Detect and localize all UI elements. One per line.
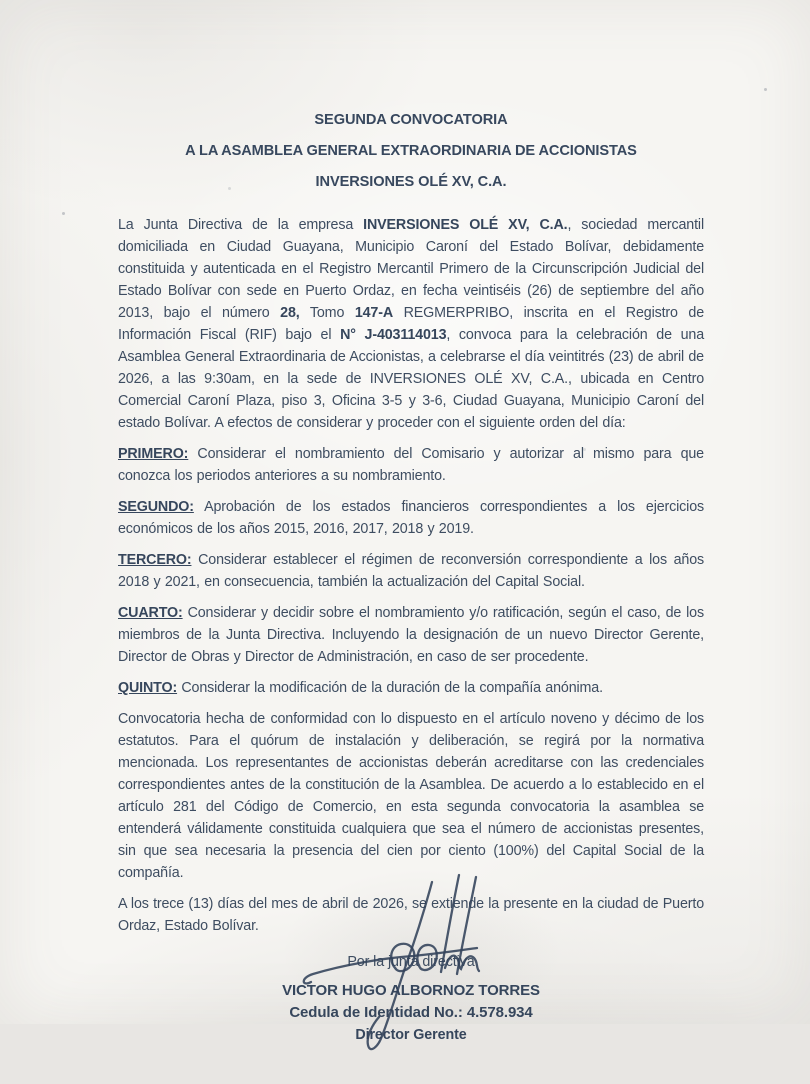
agenda-item-text: Considerar el nombramiento del Comisario y autorizar al mismo para que conozca los periodos anteriores a su nombramiento. [118, 446, 704, 484]
agenda-item-quinto [118, 677, 704, 699]
document-title-line1: SEGUNDA CONVOCATORIA [314, 112, 508, 128]
agenda-item-cuarto [118, 602, 704, 668]
date-place-paragraph: A los trece (13) días del mes de abril de 2026, se extiende la presente en la ciudad de Puerto Ordaz, Estado Bolívar. [118, 896, 704, 934]
agenda-item-text: Considerar y decidir sobre el nombramiento y/o ratificación, según el caso, de los miembros de la Junta Directiva. Incluyendo la designación de un nuevo Director Gerente, Director de Obras y Director de Administración, en caso de ser procedente. [118, 605, 704, 665]
signatory-id: Cedula de Identidad No.: 4.578.934 [289, 1004, 533, 1021]
signature-byline: Por la junta directiva [347, 954, 475, 970]
quorum-paragraph: Convocatoria hecha de conformidad con lo dispuesto en el artículo noveno y décimo de los estatutos. Para el quórum de instalación y deliberación, se regirá por la normativa mencionada. Los representantes de accionistas deberán acreditarse con las credenciales correspondientes antes de la constitución de la Asamblea. De acuerdo a lo establecido en el artículo 281 del Código de Comercio, en esta segunda convocatoria la asamblea se entenderá válidamente constituida cualquiera que sea el número de accionistas presentes, sin que sea necesaria la presencia del cien por ciento (100%) del Capital Social de la compañía. [118, 711, 704, 881]
document-content [118, 113, 704, 1045]
agenda-item-label: CUARTO: [118, 605, 183, 621]
intro-paragraph: La Junta Directiva de la empresa INVERSIONES OLÉ XV, C.A., sociedad mercantil domiciliada en Ciudad Guayana, Municipio Caroní del Estado Bolívar, debidamente constituida y autenticada en el Registro Mercantil Primero de la Circunscripción Judicial del Estado Bolívar con sede en Puerto Ordaz, en fecha veintiséis (26) de septiembre del año 2013, bajo el número 28, Tomo 147-A REGMERPRIBO, inscrita en el Registro de Información Fiscal (RIF) bajo el N° J-403114013, convoca para la celebración de una Asamblea General Extraordinaria de Accionistas, a celebrarse el día veintitrés (23) de abril de 2026, a las 9:30am, en la sede de INVERSIONES OLÉ XV, C.A., ubicada en Centro Comercial Caroní Plaza, piso 3, Oficina 3-5 y 3-6, Ciudad Guayana, Municipio Caroní del estado Bolívar. A efectos de considerar y proceder con el siguiente orden del día: [118, 217, 705, 431]
signature-block [118, 951, 704, 1045]
agenda-item-text: Considerar la modificación de la duración de la compañía anónima. [177, 680, 603, 696]
document-title-line2: A LA ASAMBLEA GENERAL EXTRAORDINARIA DE ACCIONISTAS [185, 143, 637, 159]
signatory-role: Director Gerente [355, 1027, 467, 1043]
agenda-item-label: TERCERO: [118, 552, 192, 568]
agenda-item-text: Considerar establecer el régimen de reconversión correspondiente a los años 2018 y 2021, en consecuencia, también la actualización del Capital Social. [118, 552, 704, 590]
agenda-item-label: SEGUNDO: [118, 499, 194, 515]
agenda-item-label: PRIMERO: [118, 446, 189, 462]
agenda-item-tercero [118, 549, 704, 593]
agenda-item-text: Aprobación de los estados financieros correspondientes a los ejercicios económicos de los años 2015, 2016, 2017, 2018 y 2019. [118, 499, 704, 537]
document-title-line3: INVERSIONES OLÉ XV, C.A. [315, 174, 507, 190]
paper-speck [764, 88, 767, 91]
agenda-item-primero [118, 443, 704, 487]
paper-speck [62, 212, 65, 215]
agenda-item-segundo [118, 496, 704, 540]
agenda-item-label: QUINTO: [118, 680, 178, 696]
signatory-name: VICTOR HUGO ALBORNOZ TORRES [282, 982, 540, 999]
